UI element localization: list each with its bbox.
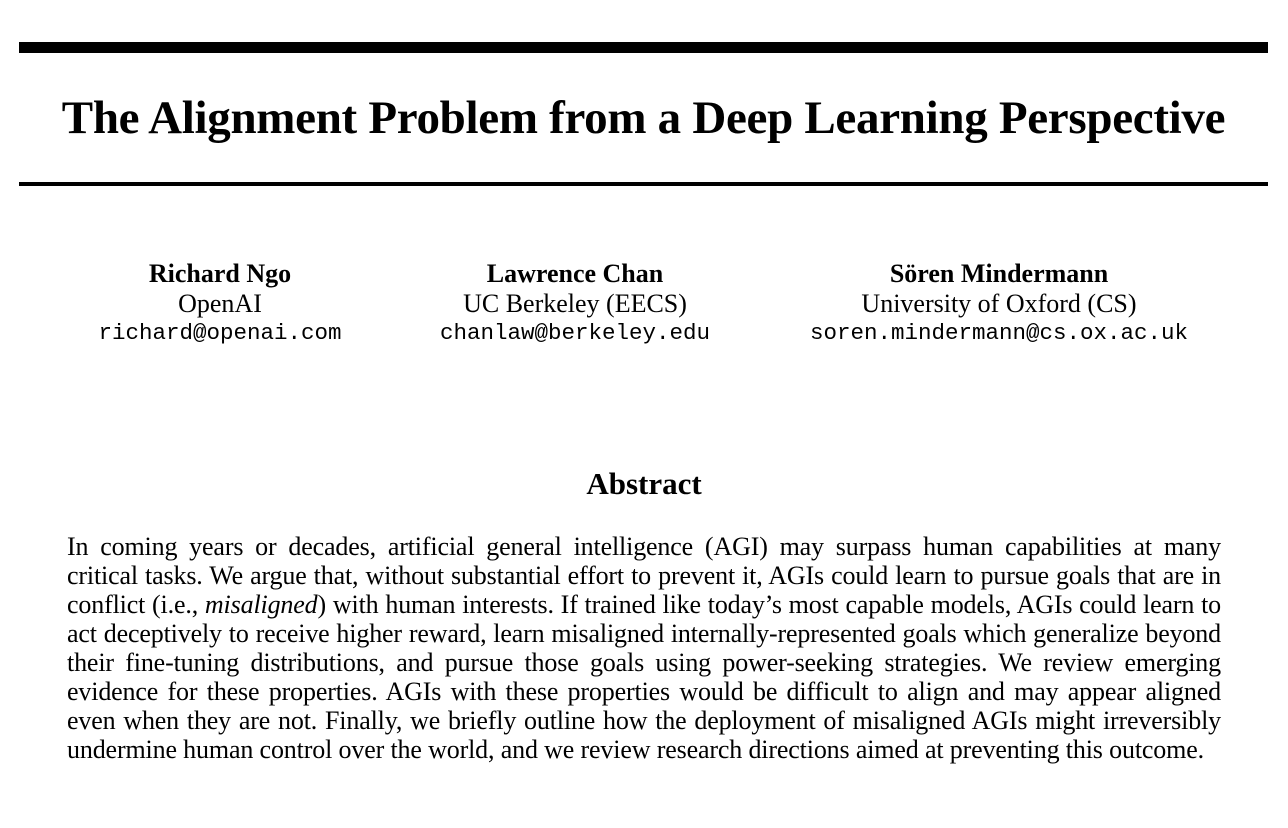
author-name: Richard Ngo — [148, 259, 292, 288]
title-top-rule — [19, 42, 1268, 53]
abstract-text — [67, 532, 1221, 764]
author-affiliation: University of Oxford (CS) — [861, 289, 1137, 318]
abstract-text-part: In coming years or decades, artificial general intelligence (AGI) may surpass human capabilities at many critical tasks. We argue that, without substantial effort to prevent it, AGIs could learn to pursue goals that are in conflict (i.e., — [67, 532, 1221, 619]
paper-title: The Alignment Problem from a Deep Learning Perspective — [61, 92, 1226, 144]
title-bottom-rule — [19, 182, 1268, 186]
abstract-italic-term: misaligned — [204, 590, 318, 619]
author-block — [810, 259, 1188, 348]
author-name: Lawrence Chan — [486, 259, 664, 288]
author-affiliation: UC Berkeley (EECS) — [463, 289, 687, 318]
author-email: richard@openai.com — [98, 320, 342, 346]
author-affiliation: OpenAI — [178, 289, 262, 318]
author-email: chanlaw@berkeley.edu — [439, 320, 711, 346]
author-block — [440, 259, 710, 348]
abstract-text-part: ) with human interests. If trained like today’s most capable models, AGIs could learn to act deceptively to receive higher reward, learn misaligned internally-represented goals which generalize beyond their fine-tuning distributions, and pursue those goals using power-seeking strategies. We review emerging evidence for these properties. AGIs with these properties would be difficult to align and may appear aligned even when they are not. Finally, we briefly outline how the deployment of misaligned AGIs might irreversibly undermine human control over the world, and we review research directions aimed at preventing this outcome. — [67, 590, 1221, 764]
author-email: soren.mindermann@cs.ox.ac.uk — [809, 320, 1189, 346]
author-block — [98, 259, 341, 348]
abstract-heading: Abstract — [586, 466, 702, 501]
author-name: Sören Mindermann — [889, 259, 1109, 288]
